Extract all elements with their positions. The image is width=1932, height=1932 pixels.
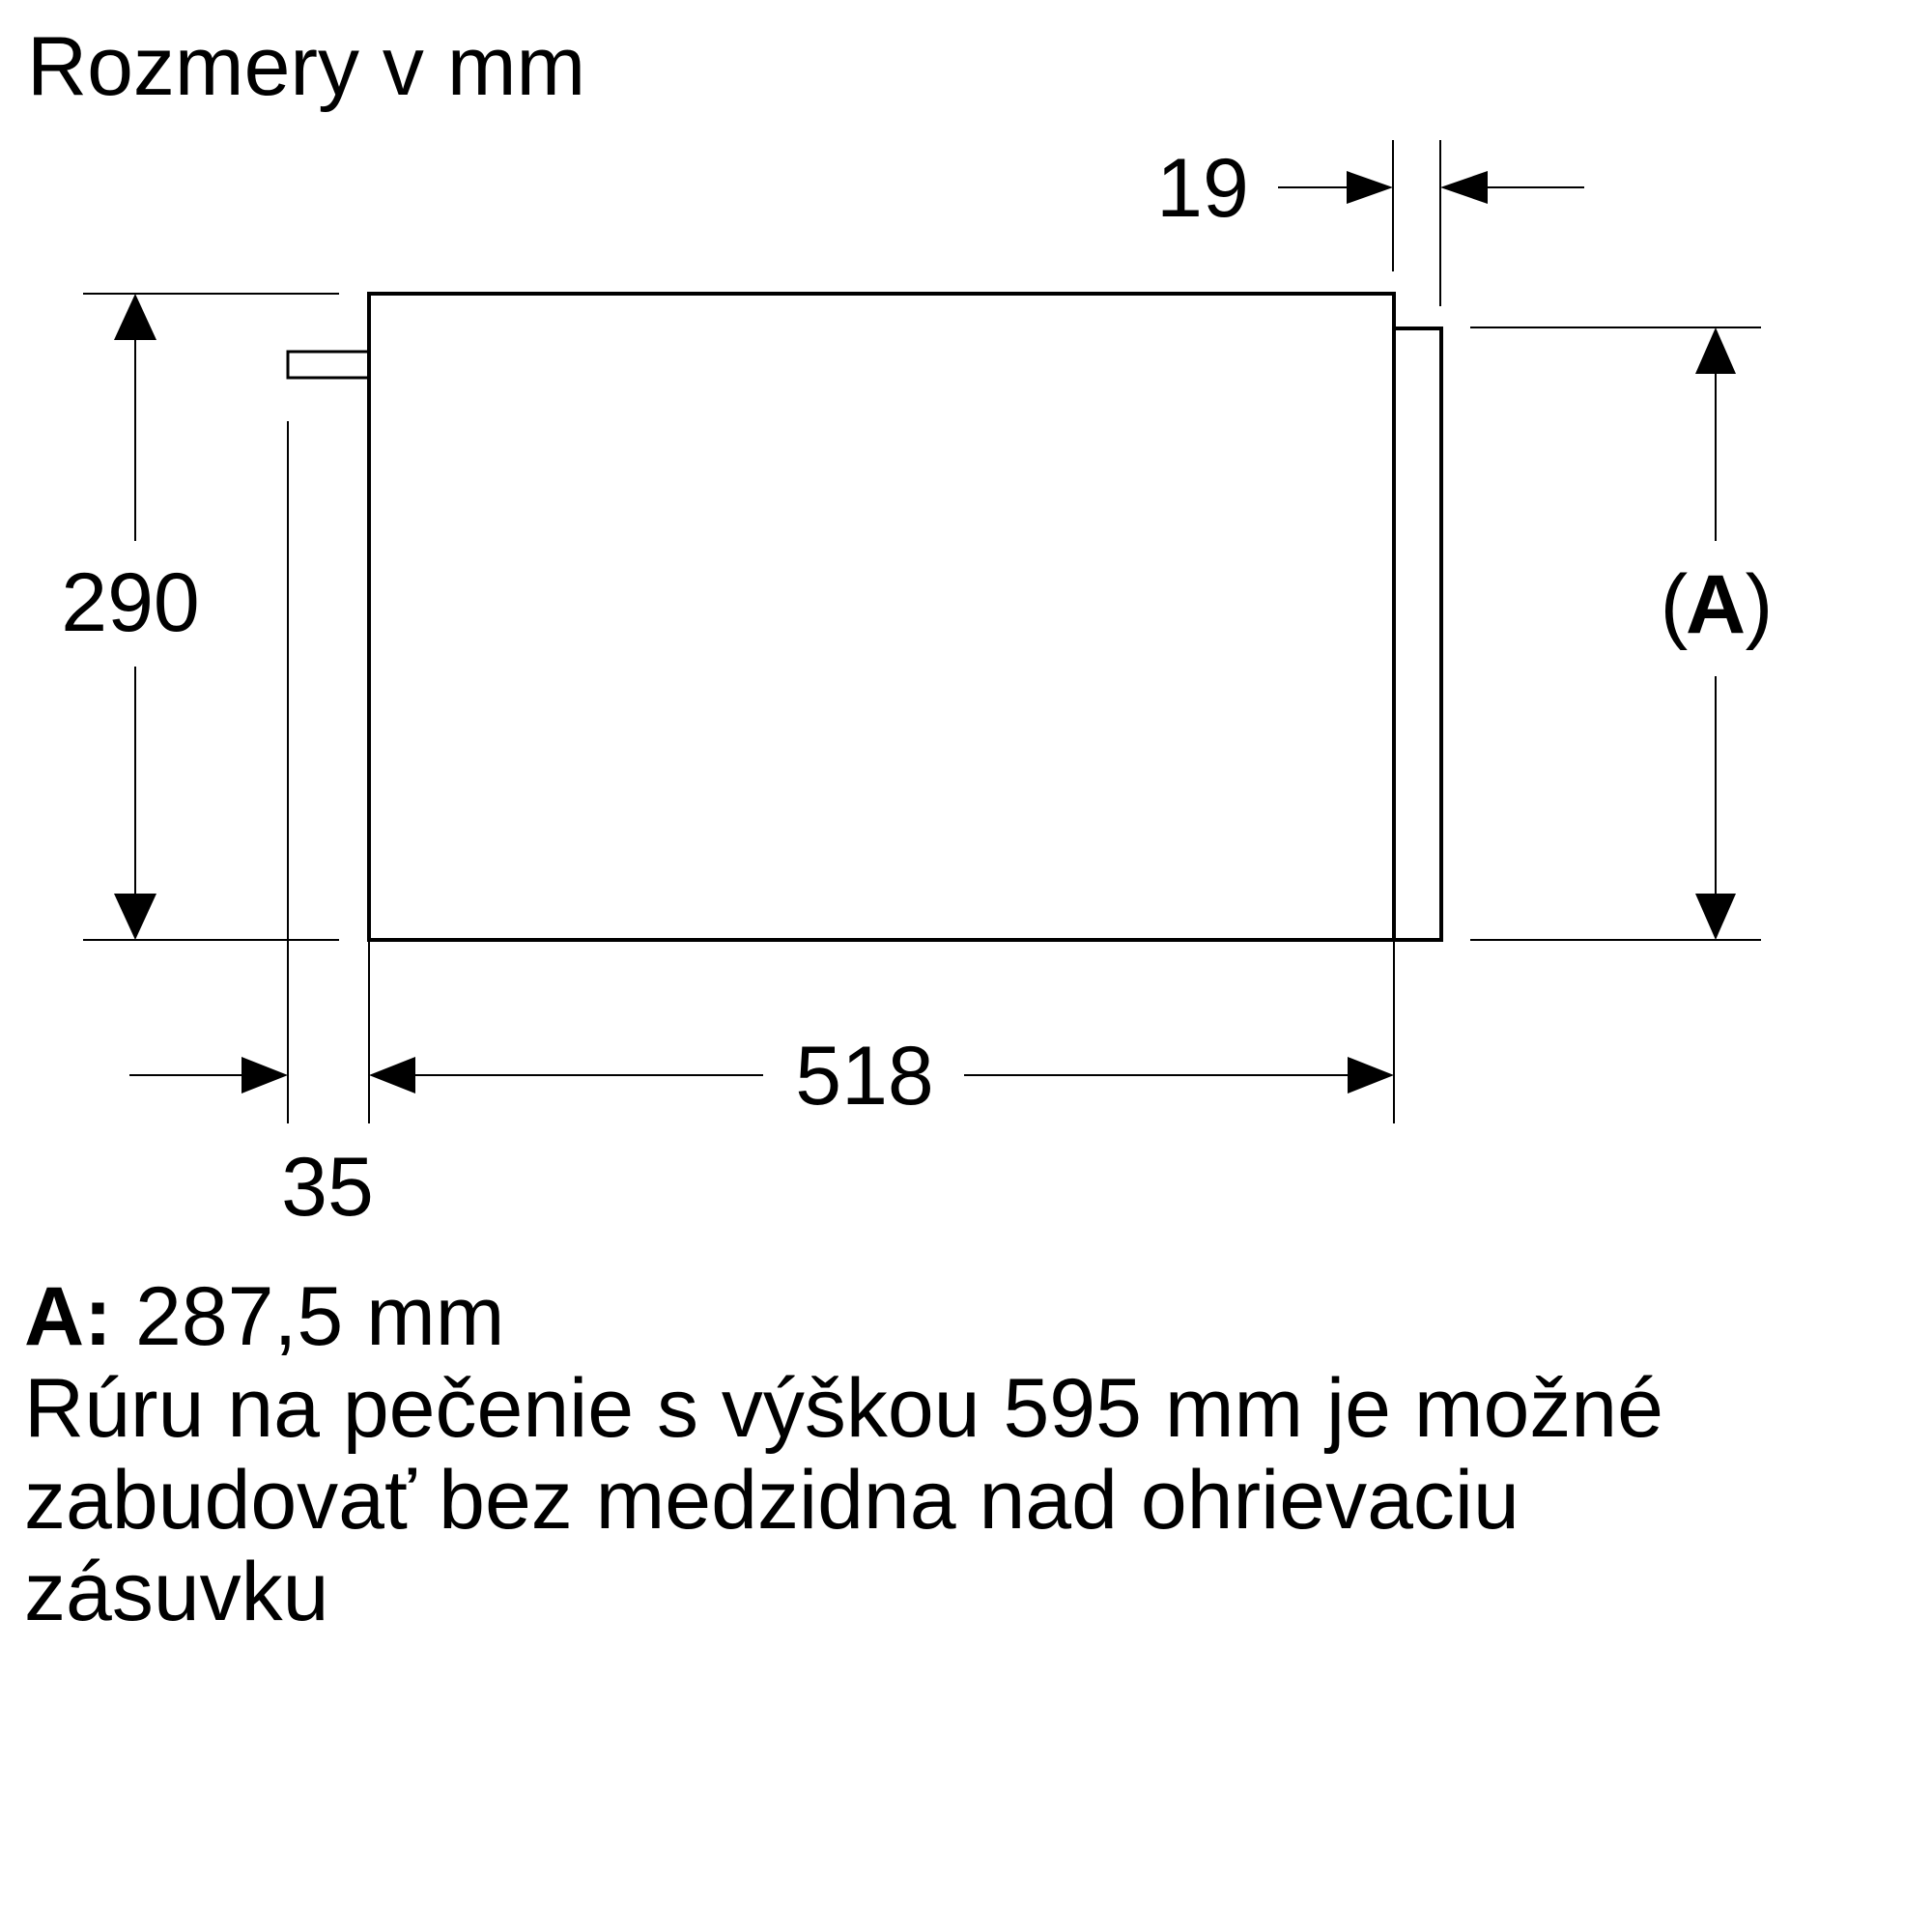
notes <box>24 1270 1663 1638</box>
note-a-value: 287,5 mm <box>135 1270 505 1363</box>
drawer-body <box>369 294 1394 940</box>
dim-offset-label: 35 <box>281 1141 374 1234</box>
note-line-2: zabudovať bez medzidna nad ohrievaciu <box>24 1454 1520 1547</box>
dim-height <box>61 294 339 940</box>
dim-front-height-label: A <box>1685 558 1747 651</box>
dim-top-gap <box>1156 140 1584 306</box>
dim-offset <box>129 421 374 1234</box>
dim-front-height <box>1470 327 1773 940</box>
dim-height-label: 290 <box>61 556 200 649</box>
dim-top-gap-label: 19 <box>1156 142 1249 235</box>
front-panel <box>1394 328 1441 940</box>
rear-connector <box>288 352 369 378</box>
dim-front-height-open: ( <box>1660 558 1689 651</box>
note-a-key: A: <box>24 1270 112 1363</box>
dim-depth <box>369 941 1394 1123</box>
dim-front-height-close: ) <box>1745 558 1774 651</box>
note-line-1: Rúru na pečenie s výškou 595 mm je možné <box>24 1362 1663 1455</box>
page-title: Rozmery v mm <box>27 20 586 113</box>
dim-depth-label: 518 <box>795 1030 934 1122</box>
note-line-3: zásuvku <box>24 1546 329 1638</box>
